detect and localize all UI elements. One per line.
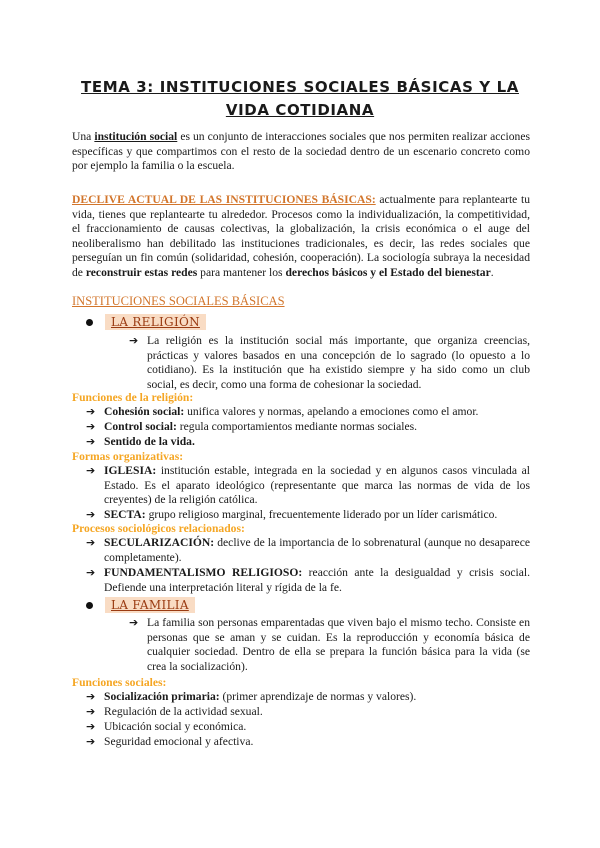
process-text: declive de la importancia de lo sobrenatural (aunque no desaparece completamente). xyxy=(104,536,530,564)
title-line-1: TEMA 3: INSTITUCIONES SOCIALES BÁSICAS Y LA xyxy=(81,78,519,96)
decline-text-1: actualmente para replantearte tu vida, tienes que replantearte tu alrededor. Procesos como la individualización, la competitividad, el fraccionamiento de causas colectivas, la globalización, la crisis económica o el auge del neoliberalismo han debilitado las instituciones tradicionales, es decir, las redes sociales que perseguían un fin común (solidaridad, cohesión, cooperación). La sociología subraya la necesidad de xyxy=(72,193,530,279)
form-term: IGLESIA: xyxy=(104,464,157,477)
right-arrow-icon: ➔ xyxy=(86,690,96,703)
right-arrow-icon: ➔ xyxy=(86,420,96,433)
list-item xyxy=(86,720,530,735)
page-title xyxy=(70,76,530,122)
process-text: reacción ante la desigualdad y crisis social. Defiende una interpretación literal y rígida de la fe. xyxy=(104,566,530,594)
list-item xyxy=(86,420,530,435)
list-item xyxy=(86,508,530,523)
decline-paragraph xyxy=(72,193,530,281)
decline-bold-2: derechos básicos y el Estado del bienestar xyxy=(285,265,491,279)
family-desc-text: La familia son personas emparentadas que viven bajo el mismo techo. Consiste en personas que se aman y se cuidan. Es la reproducción y economía básica de cualquier sociedad. Dentro de ella se prepara la función básica para la vida (se crea la socialización). xyxy=(147,616,530,673)
list-item xyxy=(86,464,530,508)
right-arrow-icon: ➔ xyxy=(86,435,96,448)
right-arrow-icon: ➔ xyxy=(86,705,96,718)
function-term: Sentido de la vida. xyxy=(104,435,195,448)
function-term: Cohesión social: xyxy=(104,405,185,418)
right-arrow-icon: ➔ xyxy=(129,616,139,629)
function-term: Socialización primaria: xyxy=(104,690,220,703)
religion-desc-text: La religión es la institución social más importante, que organiza creencias, prácticas y valores basados en una concepción de lo sagrado (lo opuesto a lo cotidiano). Es la institución que ha existido siempre y ha sido como un club social, es decir, como una forma de cohesionar la sociedad. xyxy=(147,334,530,391)
family-label: LA FAMILIA xyxy=(105,597,195,613)
decline-text-3: . xyxy=(490,265,494,279)
religion-description xyxy=(129,334,530,392)
function-text: unifica valores y normas, apelando a emociones como el amor. xyxy=(184,405,479,418)
function-text: regula comportamientos mediante normas sociales. xyxy=(176,420,418,433)
right-arrow-icon: ➔ xyxy=(86,566,96,579)
list-item xyxy=(86,735,530,750)
religion-label: LA RELIGIÓN xyxy=(105,314,206,330)
list-item xyxy=(86,536,530,565)
family-functions-heading: Funciones sociales: xyxy=(72,676,167,689)
religion-functions-heading: Funciones de la religión: xyxy=(72,391,194,404)
religion-bullet xyxy=(86,311,206,333)
process-term: FUNDAMENTALISMO RELIGIOSO: xyxy=(104,566,303,579)
processes-heading: Procesos sociológicos relacionados: xyxy=(72,522,245,535)
forms-heading: Formas organizativas: xyxy=(72,450,184,463)
intro-paragraph xyxy=(72,130,530,174)
title-line-2: VIDA COTIDIANA xyxy=(225,101,375,119)
function-text: (primer aprendizaje de normas y valores). xyxy=(219,690,417,703)
right-arrow-icon: ➔ xyxy=(129,334,139,347)
right-arrow-icon: ➔ xyxy=(86,536,96,549)
list-item xyxy=(86,566,530,595)
decline-bold-1: reconstruir estas redes xyxy=(85,265,198,279)
list-item xyxy=(86,690,530,705)
function-term: Control social: xyxy=(104,420,177,433)
right-arrow-icon: ➔ xyxy=(86,720,96,733)
decline-text-2: para mantener los xyxy=(197,265,286,279)
bullet-dot-icon xyxy=(86,319,93,326)
right-arrow-icon: ➔ xyxy=(86,464,96,477)
right-arrow-icon: ➔ xyxy=(86,735,96,748)
bullet-dot-icon xyxy=(86,602,93,609)
function-text: Seguridad emocional y afectiva. xyxy=(104,735,254,748)
family-description xyxy=(129,616,530,674)
function-text: Ubicación social y económica. xyxy=(104,720,247,733)
intro-post: es un conjunto de interacciones sociales que nos permiten realizar acciones específicas y que compartimos con el resto de la sociedad dentro de un escenario concreto como por ejemplo la familia o la escuela. xyxy=(72,130,531,173)
intro-pre: Una xyxy=(72,130,95,143)
right-arrow-icon: ➔ xyxy=(86,405,96,418)
list-item xyxy=(86,435,530,450)
decline-heading: DECLIVE ACTUAL DE LAS INSTITUCIONES BÁSICAS: xyxy=(72,193,376,206)
form-text: institución estable, integrada en la sociedad y en algunos casos vinculada al Estado. Es el aparato ideológico (representante que marca las normas de vida de los creyentes) de la religión católica. xyxy=(104,464,530,507)
function-text: Regulación de la actividad sexual. xyxy=(104,705,263,718)
intro-term: institución social xyxy=(94,130,178,143)
section-heading: INSTITUCIONES SOCIALES BÁSICAS xyxy=(72,294,285,308)
right-arrow-icon: ➔ xyxy=(86,508,96,521)
form-term: SECTA: xyxy=(104,508,146,521)
process-term: SECULARIZACIÓN: xyxy=(104,536,215,549)
list-item xyxy=(86,405,530,420)
form-text: grupo religioso marginal, frecuentemente liderado por un líder carismático. xyxy=(145,508,498,521)
family-bullet xyxy=(86,594,195,616)
list-item xyxy=(86,705,530,720)
